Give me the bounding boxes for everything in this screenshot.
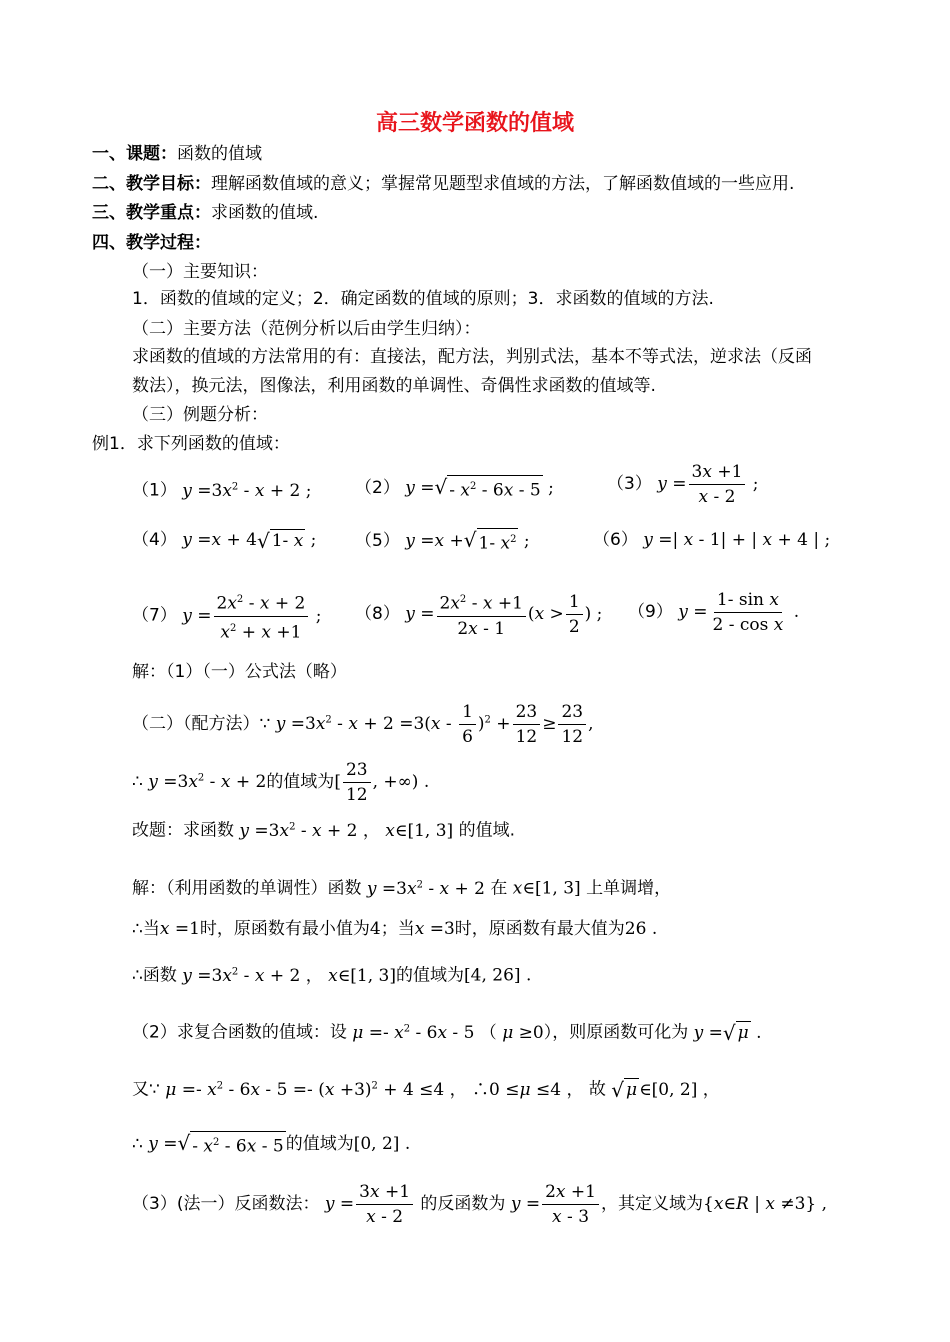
conclusion-prefix: ∴函数 [132, 965, 177, 986]
section-examples: （三）例题分析： [132, 405, 268, 425]
heading-process: 四、教学过程： [92, 233, 211, 253]
problem-8-label: （8） [355, 603, 400, 624]
conclusion-range-text: 的值域为 [396, 965, 465, 986]
problem-3 [607, 460, 759, 509]
problem-2-bounds [132, 1074, 720, 1102]
section-methods: （二）主要方法（范例分析以后由学生归纳）： [132, 319, 481, 339]
document-title: 高三数学函数的值域 [375, 111, 574, 136]
heading-topic-label: 一、课题： [92, 144, 177, 164]
problem-3-label: （3） [607, 474, 652, 494]
min-max-line: ∴当x =1时，原函数有最小值为4；当x =3时，原函数有最大值为26 . [132, 919, 658, 939]
substitution-formula: $\mu =- x^2 - 6x - 5$ （ μ ≥0） [352, 1022, 553, 1043]
problem-6-formula: y =| x - 1| + | x + 4 | ; [643, 530, 831, 550]
problem-3-inverse: y = $\frac{2x +1}{x - 3}$ [511, 1194, 601, 1214]
bounds-you: 又∵ [132, 1079, 160, 1100]
method-label: （二）（配方法）∵ [132, 714, 271, 734]
problem-5-formula: y =x + √ 1- $x^2$ ; [405, 528, 530, 554]
methods-line-2: 数法），换元法，图像法，利用函数的单调性、奇偶性求函数的值域等. [132, 376, 656, 396]
problem-3-solution-text-b: 的反函数为 [420, 1194, 506, 1214]
problem-2-range-text: 的值域为 [285, 1133, 354, 1154]
min-max-text-3: ；当 [380, 919, 415, 939]
solution-complete-square [132, 700, 594, 749]
problem-3-function: y = $\frac{3x +1}{x - 2}$ [325, 1194, 415, 1214]
problem-7-formula: y = $\frac{2x^2 - x + 2}{x^2 + x +1}$ ; [182, 606, 321, 626]
bounds-sqrt: √ μ ∈[0, 2] ， [611, 1078, 720, 1103]
conclusion-formula: $y =3x^2 - x + 2$ ， x∈[1, 3] [182, 965, 397, 986]
problem-3-solution [132, 1180, 827, 1229]
monotonic-domain: x∈[1, 3] [512, 878, 581, 899]
example-1-heading: 例1．求下列函数的值域： [92, 434, 290, 454]
heading-focus-text: 求函数的值域. [211, 203, 319, 223]
modified-question [132, 815, 515, 843]
range-text: 的值域为 [266, 772, 335, 792]
methods-line-1: 求函数的值域的方法常用的有：直接法，配方法，判别式法，基本不等式法，逆求法（反函 [132, 347, 812, 367]
solution-1-range: ∴ $y =3x^2 - x + 2$的值域为[ $\frac{23}{12}$ , +∞) . [132, 760, 430, 805]
problem-2-formula: y = √ - $x^2 - 6x - 5$ ; [405, 475, 554, 501]
problem-3-domain: {x∈R | x ≠3} , [702, 1194, 828, 1214]
heading-topic [92, 142, 262, 166]
complete-square-formula: $y =3x^2 - x + 2 =3(x$ - $\frac{1}{6}$ )$^2$ + $\frac{23}{12}$ ≥ $\frac{23}{12}$ , [275, 702, 594, 747]
heading-focus [92, 201, 318, 225]
modified-question-suffix: 的值域. [458, 820, 515, 841]
monotonic-in: 在 [490, 878, 508, 899]
problem-2 [355, 475, 554, 502]
problem-8 [355, 588, 602, 641]
section-knowledge: （一）主要知识： [132, 262, 268, 282]
bounds-formula: $\mu =- x^2 - 6x - 5 =- (x +3)^2 + 4 \le 4$ ， ∴0 ≤μ ≤4 ， [165, 1079, 584, 1100]
heading-topic-text: 函数的值域 [177, 144, 262, 164]
problem-9-formula: y = $\frac{\text{1- sin x}}{\text{2 - cos x}}$ . [678, 590, 800, 635]
heading-focus-label: 三、教学重点： [92, 203, 211, 223]
monotonic-solution [132, 873, 671, 901]
range-formula: ∴ $y =3x^2 - x + 2$ [132, 772, 267, 792]
modified-question-prefix: 改题：求函数 [132, 820, 234, 841]
simplified-formula: y = √ μ . [693, 1021, 762, 1046]
problem-2-conclusion-formula: y = √ - $x^2 - 6x - 5$ [148, 1131, 284, 1157]
problem-1-formula: $y =3x^2 - x + 2$ ; [182, 480, 312, 501]
problem-3-solution-text-c: ，其定义域为 [600, 1194, 703, 1214]
problem-2-therefore: ∴ [132, 1133, 143, 1154]
monotonic-conclusion: ∴函数 $y =3x^2 - x + 2$ ， x∈[1, 3]的值域为[4, 26] . [132, 965, 532, 986]
problem-6 [593, 528, 830, 552]
problem-4 [132, 528, 316, 553]
problem-5-label: （5） [355, 530, 400, 551]
problem-7-label: （7） [132, 605, 177, 626]
solution-intro: 解：（1）（一）公式法（略） [132, 662, 347, 682]
problem-1-label: （1） [132, 480, 177, 501]
problem-3-formula: y = $\frac{3x +1}{x - 2}$ ; [657, 462, 759, 507]
modified-question-formula: $y =3x^2 - x + 2$ ， x∈[1, 3] [239, 820, 454, 841]
problem-9 [628, 588, 799, 637]
min-max-text-2: 时，原函数有最小值为 [199, 919, 370, 939]
problem-8-formula: y = $\frac{2x^2 - x +1}{2x - 1}$ (x > $\frac{1}{2}$ ) ; [405, 604, 602, 624]
problem-2-label: （2） [355, 477, 400, 498]
monotonic-formula: $y =3x^2 - x + 2$ [366, 878, 485, 899]
problem-2-solution-text-b: ，则原函数可化为 [552, 1022, 689, 1043]
problem-3-solution-text-a: （3）(法一）反函数法： [132, 1194, 320, 1214]
monotonic-prefix: 解：（利用函数的单调性）函数 [132, 878, 362, 899]
problem-2-solution-text-a: （2）求复合函数的值域：设 [132, 1022, 347, 1043]
heading-goals [92, 172, 794, 196]
problem-2-conclusion: ∴ y = √ - $x^2 - 6x - 5$ 的值域为[0, 2] . [132, 1131, 411, 1157]
problem-5 [355, 528, 530, 555]
problem-4-label: （4） [132, 530, 177, 550]
problem-9-label: （9） [628, 602, 673, 622]
problem-2-solution [132, 1017, 762, 1045]
problem-1 [132, 475, 311, 503]
min-max-text-4: 时，原函数有最大值为 [454, 919, 625, 939]
problem-7 [132, 588, 321, 644]
knowledge-items: 1．函数的值域的定义；2．确定函数的值域的原则；3．求函数的值域的方法. [132, 289, 714, 309]
monotonic-suffix: 上单调增， [586, 878, 672, 899]
heading-goals-text: 理解函数值域的意义；掌握常见题型求值域的方法，了解函数值域的一些应用. [211, 174, 795, 194]
bounds-gu: 故 [588, 1079, 606, 1100]
problem-4-formula: y =x + 4 √ 1- x ; [182, 528, 317, 553]
min-max-text-1: ∴当 [132, 919, 160, 939]
problem-6-label: （6） [593, 530, 638, 550]
heading-goals-label: 二、教学目标： [92, 174, 211, 194]
